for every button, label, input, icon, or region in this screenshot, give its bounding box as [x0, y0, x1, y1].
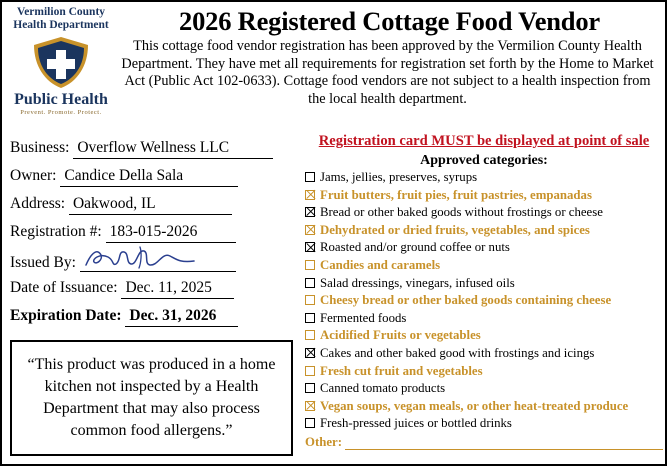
- approved-categories: [305, 153, 663, 450]
- field-address-value: Oakwood, IL: [69, 195, 232, 215]
- category-row[interactable]: [305, 170, 663, 188]
- category-label: Acidified Fruits or vegetables: [320, 328, 481, 343]
- category-row[interactable]: [305, 311, 663, 329]
- checkbox-icon[interactable]: [305, 401, 315, 411]
- checkbox-icon[interactable]: [305, 313, 315, 323]
- category-row[interactable]: [305, 276, 663, 294]
- field-owner: [10, 167, 300, 195]
- category-row[interactable]: [305, 205, 663, 223]
- field-address-label: Address:: [10, 195, 66, 212]
- category-label: Fresh-pressed juices or bottled drinks: [320, 416, 512, 431]
- category-label: Dehydrated or dried fruits, vegetables, and spices: [320, 222, 590, 237]
- category-label: Canned tomato products: [320, 381, 446, 396]
- category-label: Fermented foods: [320, 310, 407, 325]
- logo-tagline: Prevent. Promote. Protect.: [20, 109, 102, 116]
- checkbox-icon[interactable]: [305, 295, 315, 305]
- checkbox-icon[interactable]: [305, 278, 315, 288]
- signature-icon: [82, 243, 202, 276]
- category-label: Vegan soups, vegan meals, or other heat-treated produce: [320, 398, 629, 413]
- checkbox-icon[interactable]: [305, 207, 315, 217]
- field-registration-number-value: 183-015-2026: [106, 223, 236, 243]
- checkbox-icon[interactable]: [305, 172, 315, 182]
- field-business: [10, 139, 300, 167]
- checkbox-icon[interactable]: [305, 260, 315, 270]
- category-other-row[interactable]: [305, 435, 663, 450]
- field-expiration-date: [10, 307, 300, 335]
- checkbox-icon[interactable]: [305, 348, 315, 358]
- checkbox-icon[interactable]: [305, 418, 315, 428]
- checkbox-icon[interactable]: [305, 366, 315, 376]
- category-row[interactable]: [305, 258, 663, 276]
- health-department-logo: [6, 6, 116, 116]
- field-expiration-date-value: Dec. 31, 2026: [125, 307, 238, 327]
- intro-paragraph: This cottage food vendor registration has been approved by the Vermilion County Health Department. They have met all requirements for registration set forth by the Home to Market Act (Public Act 102-0633). Cottage food vendors are not subject to a health inspection from the local health department.: [121, 38, 654, 107]
- checkbox-icon[interactable]: [305, 330, 315, 340]
- logo-top-line1: Vermilion County: [16, 6, 106, 18]
- field-owner-label: Owner:: [10, 167, 57, 184]
- field-address: [10, 195, 300, 223]
- shield-icon: [6, 36, 116, 88]
- category-label: Fruit butters, fruit pies, fruit pastries, empanadas: [320, 187, 592, 202]
- approved-categories-title: Approved categories:: [420, 153, 548, 168]
- checkbox-icon[interactable]: [305, 242, 315, 252]
- logo-public-health-text: Public Health: [14, 91, 108, 108]
- category-label: Bread or other baked goods without frostings or cheese: [320, 205, 603, 220]
- vendor-details: [10, 139, 300, 335]
- category-row[interactable]: [305, 293, 663, 311]
- field-business-label: Business:: [10, 139, 70, 156]
- checkbox-icon[interactable]: [305, 190, 315, 200]
- category-row[interactable]: [305, 399, 663, 417]
- category-other-label: Other:: [305, 434, 342, 449]
- field-business-value: Overflow Wellness LLC: [73, 139, 273, 159]
- category-row[interactable]: [305, 240, 663, 258]
- field-expiration-date-label: Expiration Date:: [10, 307, 122, 324]
- logo-top-line2: Health Department: [13, 19, 109, 31]
- category-row[interactable]: [305, 381, 663, 399]
- page-title: 2026 Registered Cottage Food Vendor: [179, 6, 600, 36]
- field-date-of-issuance: [10, 279, 300, 307]
- category-label: Candies and caramels: [320, 257, 441, 272]
- field-issued-by: [10, 251, 300, 279]
- signature-line: [80, 251, 236, 272]
- checkbox-icon[interactable]: [305, 383, 315, 393]
- category-other-input[interactable]: [345, 438, 663, 450]
- field-date-of-issuance-value: Dec. 11, 2025: [121, 279, 234, 299]
- field-issued-by-label: Issued By:: [10, 254, 76, 271]
- category-row[interactable]: [305, 188, 663, 206]
- category-label: Roasted and/or ground coffee or nuts: [320, 240, 510, 255]
- category-row[interactable]: [305, 364, 663, 382]
- category-row[interactable]: [305, 416, 663, 434]
- category-label: Cakes and other baked good with frostings and icings: [320, 345, 595, 360]
- display-notice: Registration card MUST be displayed at point of sale: [318, 133, 650, 149]
- category-label: Cheesy bread or other baked goods containing cheese: [320, 293, 612, 308]
- home-kitchen-disclaimer: “This product was produced in a home kitchen not inspected by a Health Department that may also process common food allergens.”: [10, 340, 293, 456]
- category-label: Fresh cut fruit and vegetables: [320, 363, 483, 378]
- field-date-of-issuance-label: Date of Issuance:: [10, 279, 118, 296]
- field-owner-value: Candice Della Sala: [60, 167, 238, 187]
- category-label: Salad dressings, vinegars, infused oils: [320, 275, 515, 290]
- checkbox-icon[interactable]: [305, 225, 315, 235]
- category-row[interactable]: [305, 223, 663, 241]
- field-registration-number-label: Registration #:: [10, 223, 102, 240]
- card-header: [2, 2, 665, 130]
- category-label: Jams, jellies, preserves, syrups: [320, 170, 478, 184]
- category-row[interactable]: [305, 328, 663, 346]
- category-row[interactable]: [305, 346, 663, 364]
